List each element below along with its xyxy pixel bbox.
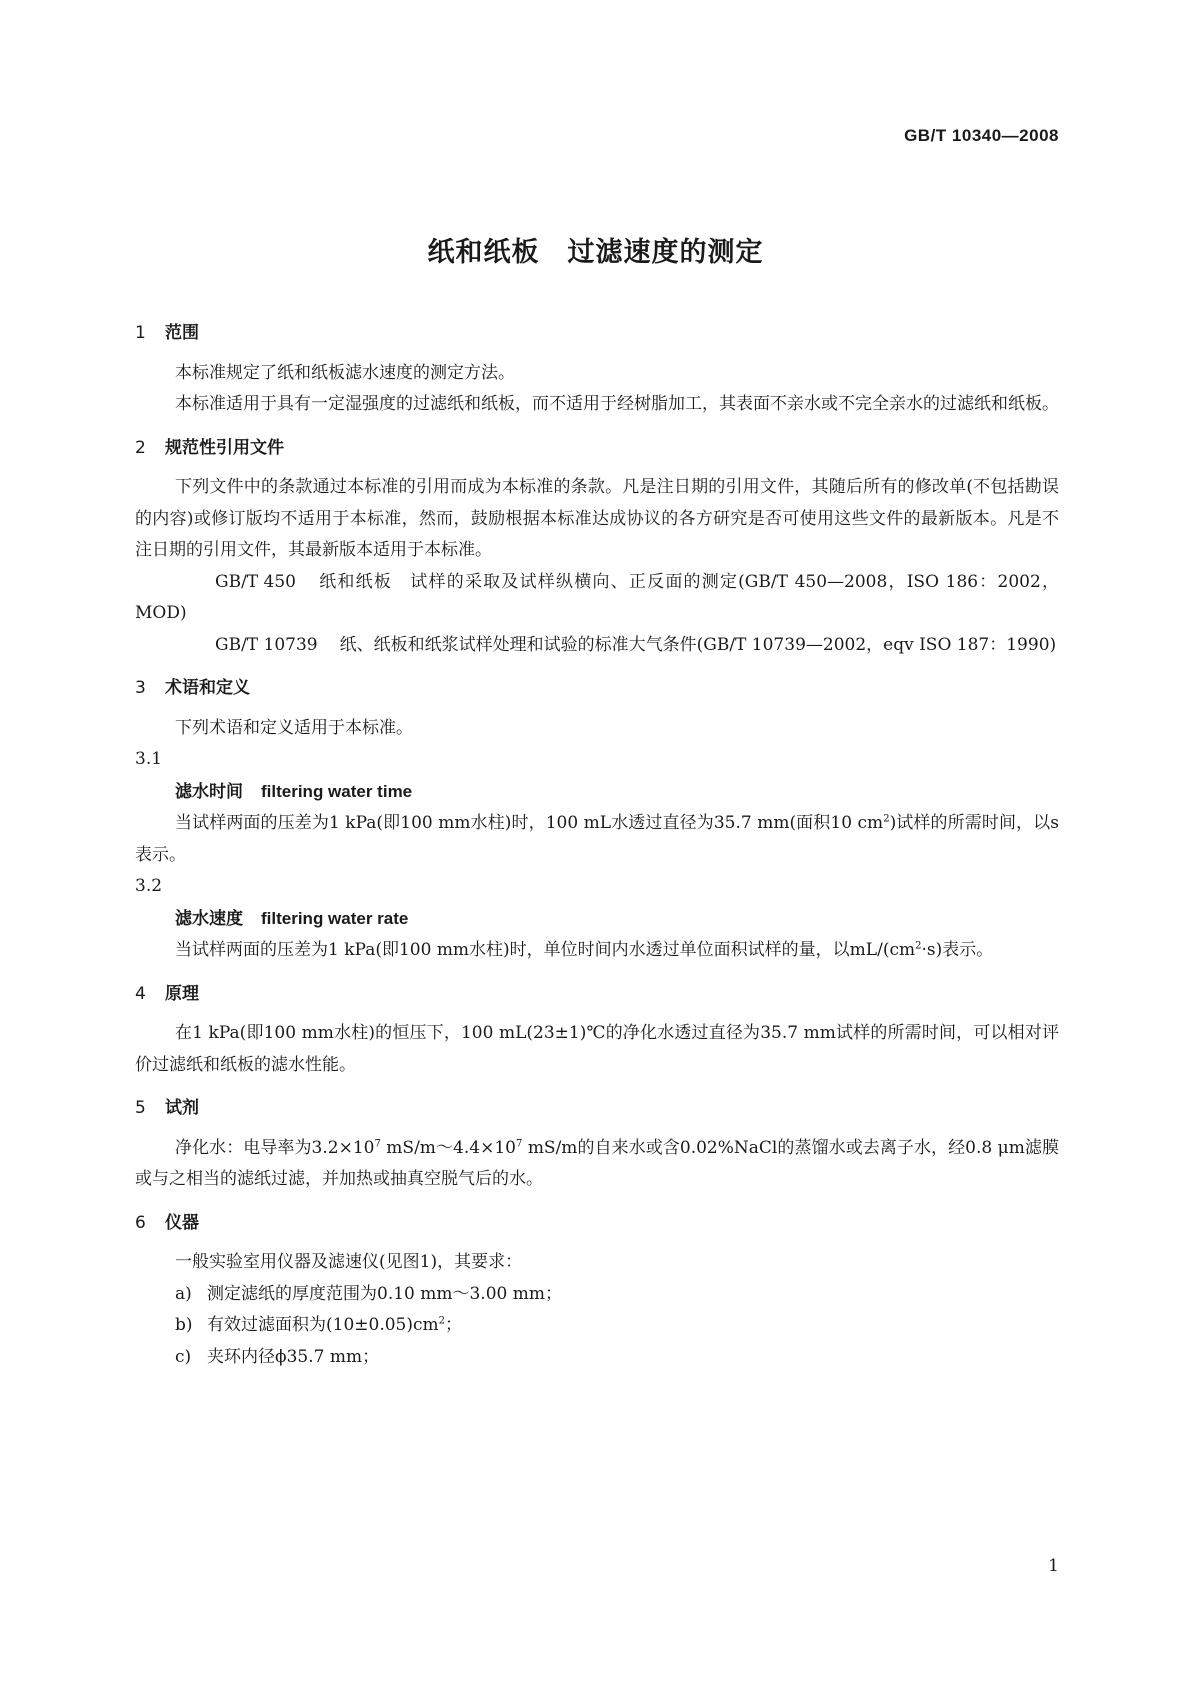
normative-reference-1: GB/T 450 纸和纸板 试样的采取及试样纵横向、正反面的测定(GB/T 450—2008，ISO 186：2002，MOD) [135,571,1059,623]
page-number: 1 [1048,1556,1059,1576]
section-1-paragraph-2: 本标准适用于具有一定湿强度的过滤纸和纸板，而不适用于经树脂加工，其表面不亲水或不完全亲水的过滤纸和纸板。 [175,394,1059,414]
term-3-1-title: 滤水时间 filtering water time [175,781,413,802]
list-item-a: a) 测定滤纸的厚度范围为0.10 mm～3.00 mm； [175,1283,562,1304]
section-4-paragraph-1: 在1 kPa(即100 mm水柱)的恒压下，100 mL(23±1)℃的净化水透过直径为35.7 mm试样的所需时间，可以相对评价过滤纸和纸板的滤水性能。 [135,1023,1059,1075]
section-1-heading: 1 范围 [135,323,199,343]
term-3-2-number: 3.2 [135,876,163,896]
title-part-1: 纸和纸板 [427,237,540,268]
term-3-2-definition: 当试样两面的压差为1 kPa(即100 mm水柱)时，单位时间内水透过单位面积试样的量，以$mL/(cm^2\cdot s)$表示。 [175,940,994,960]
term-3-1-definition: 当试样两面的压差为1 kPa(即100 mm水柱)时，100 mL水透过直径为35.7 mm(面积10 $cm^2$)试样的所需时间，以s表示。 [135,813,1059,865]
list-item-b: b) 有效过滤面积为$(10\pm 0.05)cm^2$； [175,1315,463,1335]
section-2-heading: 2 规范性引用文件 [135,437,284,458]
term-3-1-number: 3.1 [135,749,163,769]
section-3-heading: 3 术语和定义 [135,678,250,698]
list-item-c: c) 夹环内径ϕ35.7 mm； [175,1346,380,1367]
document-body [135,318,1059,1373]
document-title [0,230,1191,269]
section-2-paragraph-1: 下列文件中的条款通过本标准的引用而成为本标准的条款。凡是注日期的引用文件，其随后所有的修改单(不包括勘误的内容)或修订版均不适用于本标准，然而，鼓励根据本标准达成协议的各方研究是否可使用这些文件的最新版本。凡是不注日期的引用文件，其最新版本适用于本标准。 [135,477,1059,560]
standard-code: GB/T 10340—2008 [904,126,1059,145]
term-3-2-title: 滤水速度 filtering water rate [175,908,409,929]
section-1-paragraph-1: 本标准规定了纸和纸板滤水速度的测定方法。 [175,362,515,383]
section-5-paragraph-1: 净化水：电导率为$3.2\times 10^7$ $mS/m\sim 4.4\times 10^7$ mS/m的自来水或含0.02%NaCl的蒸馏水或去离子水，经0.8 μm滤膜或与之相当的滤纸过滤，并加热或抽真空脱气后的水。 [135,1137,1059,1189]
section-4-heading: 4 原理 [135,983,199,1004]
normative-reference-2: GB/T 10739 纸、纸板和纸浆试样处理和试验的标准大气条件(GB/T 10739—2002，eqv ISO 187：1990) [215,634,1057,655]
section-5-heading: 5 试剂 [135,1098,199,1118]
section-6-heading: 6 仪器 [135,1212,199,1233]
section-6-paragraph-1: 一般实验室用仪器及滤速仪(见图1)，其要求： [175,1252,523,1272]
title-part-2: 过滤速度的测定 [567,237,764,268]
section-3-paragraph-1: 下列术语和定义适用于本标准。 [175,717,413,738]
